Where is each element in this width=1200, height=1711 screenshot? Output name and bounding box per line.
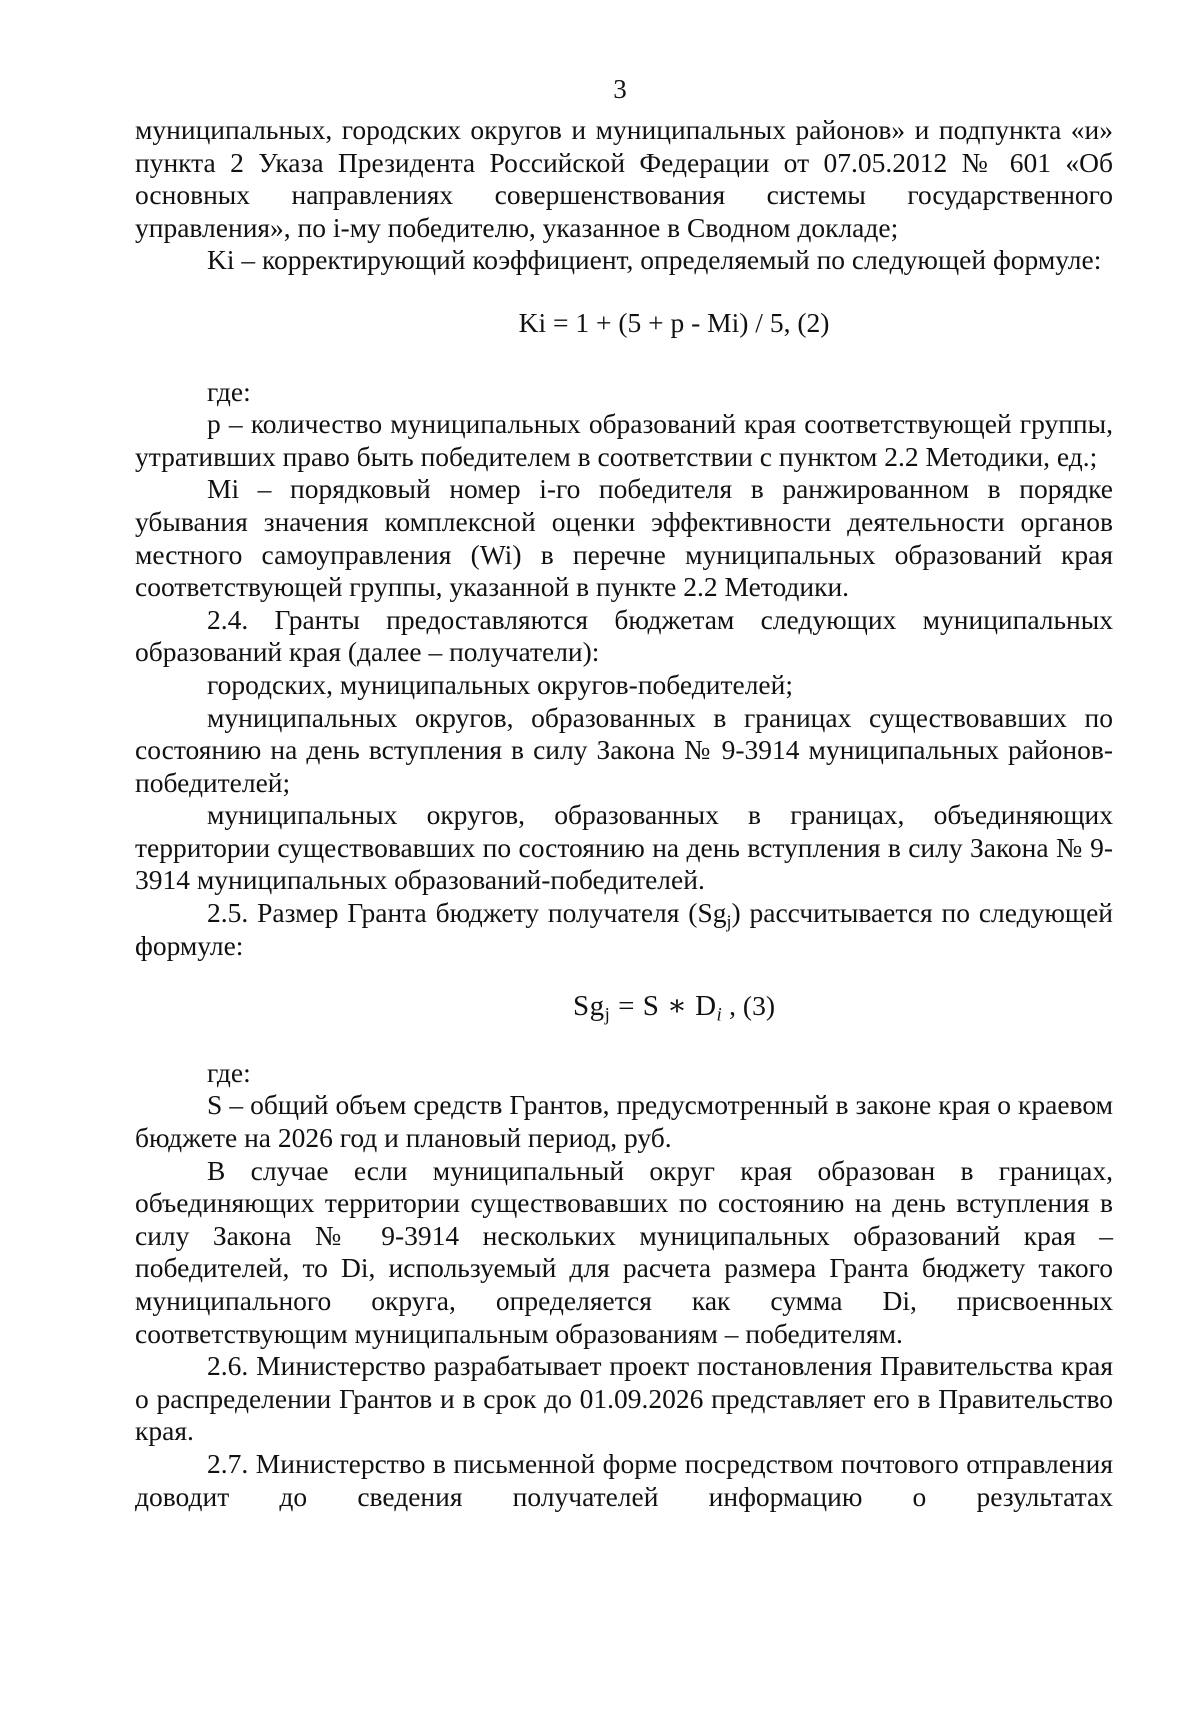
formula-2: Ki = 1 + (5 + p - Mi) / 5, (2) [518, 306, 830, 338]
where-label-2: где: [207, 1056, 251, 1088]
list-item-united-districts: муниципальных округов, образованных в границах, объединяющих территории существовавших по состоянию на день вступления в силу Закона № 9-3914 муниципальных образований-победителей. [135, 799, 1113, 896]
formula-3-tail: , (3) [722, 990, 775, 1022]
paragraph-2-4: 2.4. Гранты предоставляются бюджетам следующих муниципальных образований края (далее – получатели): [135, 603, 1113, 668]
paragraph-ki-definition: Ki – корректирующий коэффициент, определяемый по следующей формуле: [207, 244, 1102, 276]
formula-3 [135, 990, 1113, 1026]
list-item-city-districts: городских, муниципальных округов-победителей; [207, 668, 793, 700]
page-number: 3 [613, 74, 627, 104]
paragraph-mi-definition: Mi – порядковый номер i-го победителя в ранжированном в порядке убывания значения комплексной оценки эффективности деятельности органов местного самоуправления (Wi) в перечне муниципальных образований края соответствующей группы, указанной в пункте 2.2 Методики. [135, 473, 1113, 603]
paragraph-2-5 [135, 897, 1113, 962]
paragraph-di-sum: В случае если муниципальный округ края образован в границах, объединяющих территории существовавших по состоянию на день вступления в силу Закона № 9-3914 нескольких муниципальных образований края – победителей, то Di, используемый для расчета размера Гранта бюджету такого муниципального округа, определяется как сумма Di, присвоенных соответствующим муниципальным образованиям – победителям. [135, 1154, 1113, 1349]
formula-3-mid: = S ∗ D [610, 990, 717, 1023]
formula-3-subscript: j [604, 1004, 611, 1026]
document-body [135, 114, 1113, 1513]
paragraph-p-definition: p – количество муниципальных образований края соответствующей группы, утративших право быть победителем в соответствии с пунктом 2.2 Методики, ед.; [135, 408, 1113, 472]
formula-3-lhs: Sg [573, 990, 605, 1023]
paragraph-s-definition: S – общий объем средств Грантов, предусмотренный в законе края о краевом бюджете на 2026 год и плановый период, руб. [135, 1089, 1113, 1154]
paragraph-2-6: 2.6. Министерство разрабатывает проект постановления Правительства края о распределении Грантов и в срок до 01.09.2026 представляет его в Правительство края. [135, 1350, 1113, 1447]
paragraph-2-5-subscript: j [726, 911, 732, 932]
paragraph-2-5-start: 2.5. Размер Гранта бюджету получателя (Sg [207, 897, 727, 929]
paragraph-2-5-end: ) рассчитывается по следующей формуле: [135, 897, 1113, 961]
paragraph-2-7: 2.7. Министерство в письменной форме посредством почтового отправления доводит до сведения получателей информацию о результатах [135, 1447, 1113, 1512]
where-label-1: где: [207, 375, 251, 407]
list-item-municipal-districts: муниципальных округов, образованных в границах существовавших по состоянию на день вступления в силу Закона № 9-3914 муниципальных районов-победителей; [135, 701, 1113, 798]
formula-3-index: i [716, 1004, 723, 1026]
paragraph-continuation: муниципальных, городских округов и муниципальных районов» и подпункта «и» пункта 2 Указа Президента Российской Федерации от 07.05.2012 № 601 «Об основных направлениях совершенствования системы государственного управления», по i-му победителю, указанное в Сводном докладе; [135, 114, 1113, 243]
